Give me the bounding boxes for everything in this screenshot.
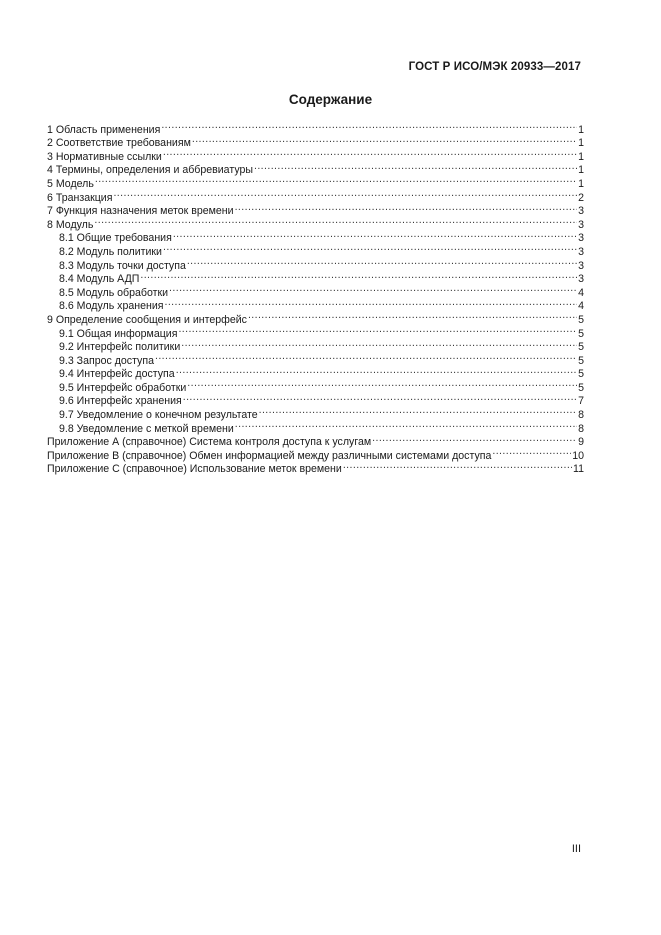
toc-entry-label: 8.1 Общие требования [59, 232, 172, 245]
toc-entry-page: 1 [578, 177, 584, 190]
toc-entry-label: 3 Нормативные ссылки [47, 150, 162, 163]
toc-dot-leader [163, 241, 577, 255]
toc-entry-page: 8 [578, 422, 584, 435]
toc-dot-leader [113, 187, 577, 201]
toc-entry-page: 1 [578, 123, 584, 136]
toc-entry[interactable] [47, 228, 584, 245]
toc-entry-page: 10 [572, 449, 584, 462]
toc-entry-page: 5 [578, 313, 584, 326]
toc-dot-leader [178, 323, 577, 337]
toc-dot-leader [173, 228, 577, 242]
toc-entry-label: 9.7 Уведомление о конечном результате [59, 409, 258, 422]
toc-dot-leader [248, 309, 577, 323]
toc-entry-label: 9.5 Интерфейс обработки [59, 381, 187, 394]
toc-dot-leader [155, 350, 577, 364]
toc-entry-page: 3 [578, 218, 584, 231]
toc-entry-label: 8.5 Модуль обработки [59, 286, 169, 299]
toc-entry-page: 4 [578, 286, 584, 299]
toc-entry-label: Приложение А (справочное) Система контроля доступа к услугам [47, 436, 372, 449]
toc-entry-page: 5 [578, 381, 584, 394]
toc-dot-leader [235, 418, 577, 432]
toc-dot-leader [183, 391, 577, 405]
toc-dot-leader [140, 269, 577, 283]
toc-entry[interactable] [47, 187, 584, 204]
toc-entry[interactable] [47, 214, 584, 231]
toc-entry-label: 8.4 Модуль АДП [59, 273, 140, 286]
toc-title: Содержание [288, 92, 373, 107]
toc-entry-label: 2 Соответствие требованиям [47, 137, 191, 150]
toc-entry-label: 9.2 Интерфейс политики [59, 341, 181, 354]
toc-entry-label: 9.6 Интерфейс хранения [59, 395, 182, 408]
toc-entry-page: 8 [578, 409, 584, 422]
toc-entry-page: 1 [578, 150, 584, 163]
toc-entry-label: 9 Определение сообщения и интерфейс [47, 313, 247, 326]
toc-dot-leader [163, 146, 577, 160]
table-of-contents [47, 119, 584, 476]
toc-entry-page: 3 [578, 273, 584, 286]
page-number: III [571, 843, 581, 855]
toc-dot-leader [192, 133, 577, 147]
toc-entry-label: 8 Модуль [47, 218, 94, 231]
toc-entry-page: 5 [578, 354, 584, 367]
toc-entry-label: Приложение С (справочное) Использование меток времени [47, 463, 342, 476]
toc-dot-leader [95, 173, 577, 187]
toc-dot-leader [259, 404, 577, 418]
toc-dot-leader [94, 214, 577, 228]
toc-entry-page: 3 [578, 259, 584, 272]
toc-entry-label: 9.1 Общая информация [59, 327, 178, 340]
toc-entry-label: 9.4 Интерфейс доступа [59, 368, 175, 381]
toc-entry-page: 3 [578, 205, 584, 218]
toc-entry-label: 8.3 Модуль точки доступа [59, 259, 186, 272]
toc-entry-label: 9.3 Запрос доступа [59, 354, 154, 367]
toc-entry[interactable] [47, 119, 584, 136]
toc-entry-page: 5 [578, 341, 584, 354]
toc-entry-page: 1 [578, 137, 584, 150]
toc-dot-leader [254, 160, 577, 174]
document-standard-header: ГОСТ Р ИСО/МЭК 20933—2017 [408, 61, 581, 73]
toc-entry-page: 3 [578, 245, 584, 258]
toc-entry-page: 7 [578, 395, 584, 408]
toc-dot-leader [343, 459, 572, 473]
toc-dot-leader [161, 119, 577, 133]
toc-entry-label: 9.8 Уведомление с меткой времени [59, 422, 234, 435]
toc-entry-label: 7 Функция назначения меток времени [47, 205, 234, 218]
toc-entry-label: 1 Область применения [47, 123, 161, 136]
toc-entry-label: 5 Модель [47, 177, 94, 190]
toc-dot-leader [187, 255, 577, 269]
toc-entry-page: 11 [573, 463, 584, 476]
toc-dot-leader [169, 282, 577, 296]
toc-entry[interactable] [47, 201, 584, 218]
toc-dot-leader [176, 364, 577, 378]
toc-entry-page: 2 [578, 191, 584, 204]
toc-dot-leader [165, 296, 578, 310]
toc-dot-leader [187, 377, 577, 391]
toc-entry-label: 8.2 Модуль политики [59, 245, 162, 258]
toc-dot-leader [235, 201, 578, 215]
toc-entry-page: 1 [578, 164, 584, 177]
toc-entry-page: 9 [578, 436, 584, 449]
toc-entry-label: 4 Термины, определения и аббревиатуры [47, 164, 253, 177]
toc-entry-page: 3 [578, 232, 584, 245]
toc-dot-leader [181, 337, 577, 351]
toc-entry-page: 5 [578, 327, 584, 340]
toc-dot-leader [492, 445, 571, 459]
toc-entry-page: 4 [578, 300, 584, 313]
toc-dot-leader [372, 432, 577, 446]
toc-entry-label: 6 Транзакция [47, 191, 113, 204]
toc-entry[interactable] [47, 173, 584, 190]
toc-entry-label: Приложение В (справочное) Обмен информацией между различными системами доступа [47, 449, 492, 462]
toc-entry-label: 8.6 Модуль хранения [59, 300, 164, 313]
toc-entry-page: 5 [578, 368, 584, 381]
